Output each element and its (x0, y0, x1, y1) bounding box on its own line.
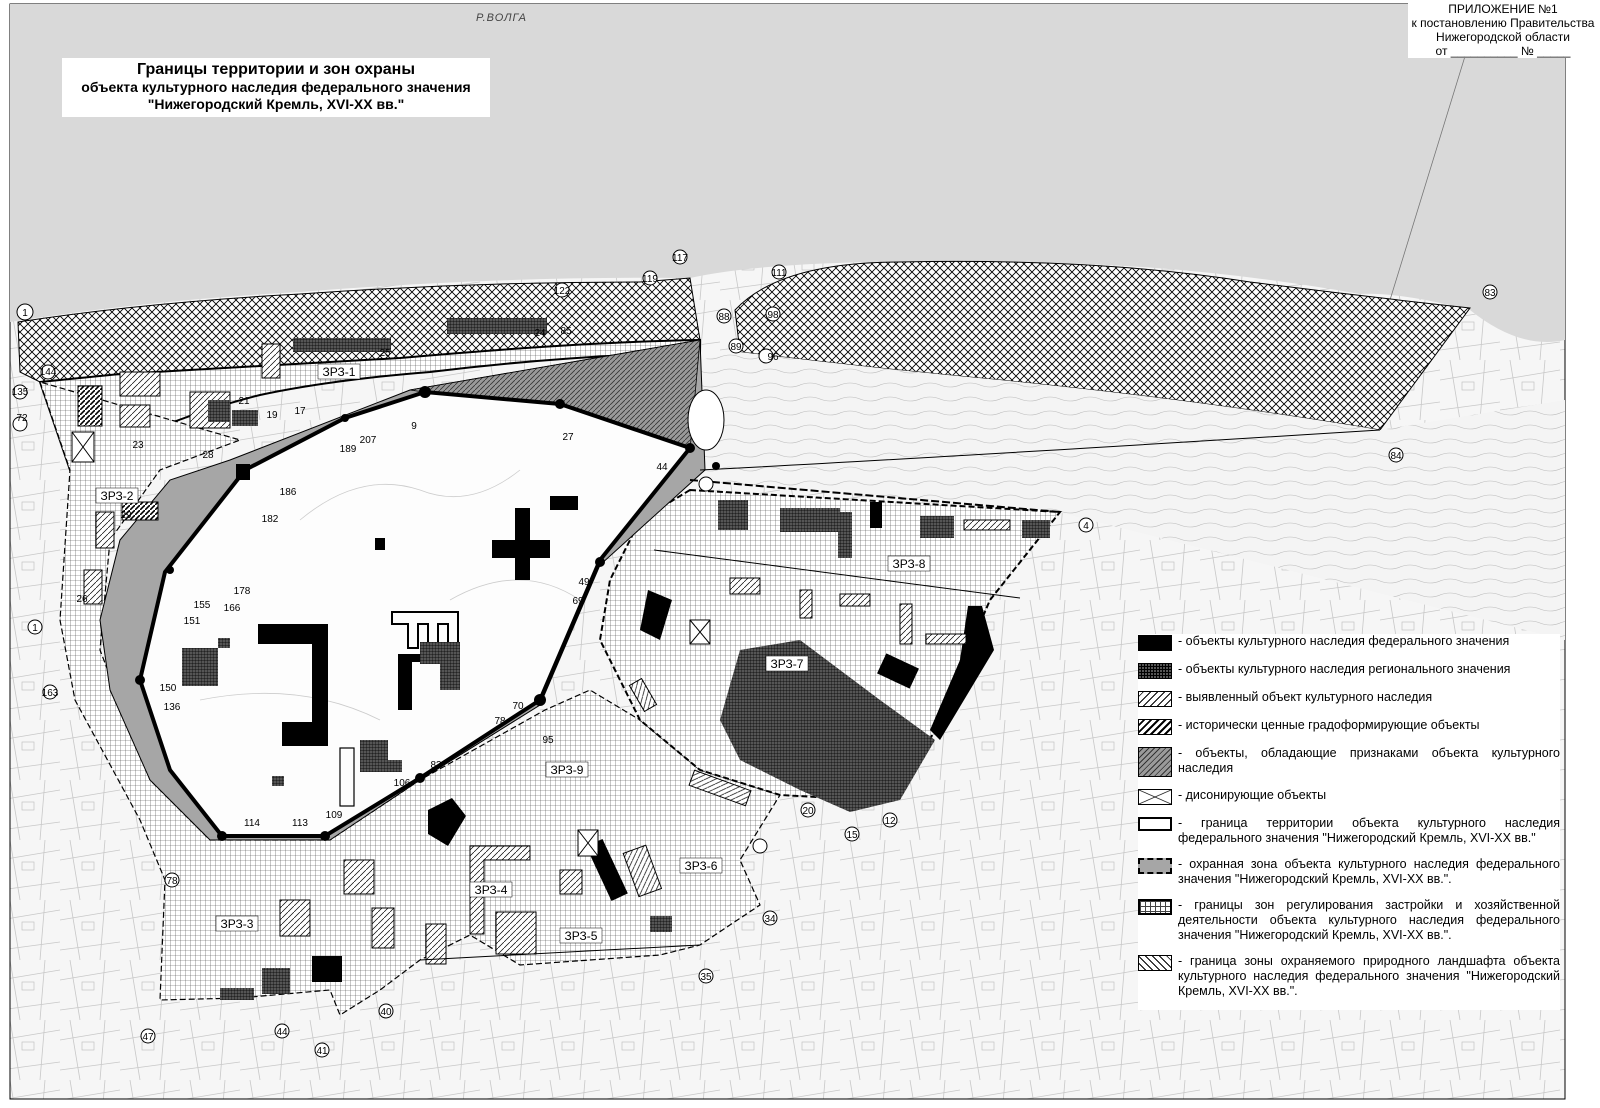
svg-text:83: 83 (1484, 288, 1496, 299)
map-title-line-3: "Нижегородский Кремль, XVI-XX вв." (147, 96, 405, 112)
legend-text: - дисонирующие объекты (1178, 788, 1327, 802)
zone-label-zrz-1: ЗРЗ-1 (322, 365, 356, 379)
legend-text: - охранная зона объекта культурного наследия федерального значения "Нижегородский Кремль, XVI-XX вв.". (1178, 857, 1560, 886)
svg-text:95: 95 (542, 735, 554, 746)
svg-text:150: 150 (159, 683, 177, 694)
legend-item-regional (1138, 662, 1560, 679)
monument-dot (712, 462, 720, 470)
annex-line-1: ПРИЛОЖЕНИЕ №1 (1448, 2, 1558, 16)
svg-text:135: 135 (11, 387, 29, 398)
svg-text:84: 84 (1390, 451, 1402, 462)
svg-text:9: 9 (411, 421, 417, 432)
zone-label-zrz-8: ЗРЗ-8 (892, 557, 926, 571)
svg-text:151: 151 (183, 616, 201, 627)
svg-text:189: 189 (339, 444, 357, 455)
svg-text:111: 111 (771, 268, 787, 279)
building-8 (375, 538, 385, 550)
map-title-line-2: объекта культурного наследия федерального значения (81, 79, 471, 95)
svg-text:186: 186 (279, 487, 297, 498)
zone-label-zrz-9: ЗРЗ-9 (550, 763, 584, 777)
building-10 (182, 648, 218, 686)
svg-text:78: 78 (494, 716, 506, 727)
svg-text:41: 41 (316, 1046, 328, 1057)
building-6 (550, 496, 578, 510)
svg-text:28: 28 (202, 450, 214, 461)
swatch-federal (1138, 635, 1172, 651)
building-11 (218, 638, 230, 648)
svg-text:24: 24 (534, 328, 546, 339)
legend-item-historic (1138, 718, 1560, 735)
legend-text: - выявленный объект культурного наследия (1178, 690, 1433, 704)
svg-text:182: 182 (261, 514, 279, 525)
svg-text:106: 106 (393, 778, 411, 789)
svg-text:136: 136 (163, 702, 181, 713)
svg-text:155: 155 (193, 600, 211, 611)
svg-text:117: 117 (672, 253, 688, 264)
legend-text: - граница территории объекта культурного наследия федерального значения "Нижегородский Кремль, XVI-XX вв." (1178, 816, 1560, 845)
legend-text: - объекты культурного наследия регионального значения (1178, 662, 1511, 676)
legend-item-territory (1138, 816, 1560, 846)
map-title-line-1: Границы территории и зон охраны (137, 61, 415, 78)
svg-text:72: 72 (16, 413, 28, 424)
svg-text:98: 98 (767, 310, 779, 321)
chkalov-stairs (688, 390, 724, 450)
swatch-identified (1138, 691, 1172, 707)
svg-text:15: 15 (846, 830, 858, 841)
annex-header (1408, 2, 1598, 58)
legend-text: - объекты культурного наследия федерального значения (1178, 634, 1510, 648)
svg-text:109: 109 (325, 810, 343, 821)
map-legend (1138, 634, 1560, 1010)
svg-text:19: 19 (266, 410, 278, 421)
river-label: Р.ВОЛГА (476, 12, 527, 24)
svg-text:23: 23 (132, 440, 144, 451)
svg-text:29: 29 (120, 510, 132, 521)
svg-text:89: 89 (730, 342, 742, 353)
svg-text:163: 163 (41, 688, 59, 699)
zone-label-zrz-6: ЗРЗ-6 (684, 859, 718, 873)
svg-text:47: 47 (142, 1032, 154, 1043)
svg-text:26: 26 (76, 594, 88, 605)
legend-item-dissonant (1138, 788, 1560, 805)
svg-text:4: 4 (1083, 521, 1089, 532)
legend-text: - объекты, обладающие признаками объекта культурного наследия (1178, 746, 1560, 775)
legend-item-regulation (1138, 898, 1560, 943)
legend-item-federal (1138, 634, 1560, 651)
svg-text:12: 12 (884, 816, 896, 827)
svg-text:1: 1 (22, 308, 28, 319)
zone-label-zrz-3: ЗРЗ-3 (220, 917, 254, 931)
svg-text:44: 44 (656, 462, 668, 473)
swatch-protection (1138, 858, 1172, 874)
svg-text:122: 122 (553, 286, 571, 297)
building-14 (272, 776, 284, 786)
svg-text:113: 113 (292, 818, 308, 829)
annex-line-3: Нижегородской области (1436, 30, 1570, 44)
svg-text:17: 17 (294, 406, 306, 417)
swatch-historic (1138, 719, 1172, 735)
svg-text:166: 166 (223, 603, 241, 614)
swatch-features (1138, 747, 1172, 777)
legend-item-protection (1138, 857, 1560, 887)
svg-text:178: 178 (233, 586, 251, 597)
svg-text:35: 35 (700, 972, 712, 983)
svg-text:70: 70 (512, 701, 524, 712)
annex-line-2: к постановлению Правительства (1411, 16, 1595, 30)
svg-text:34: 34 (764, 914, 776, 925)
legend-item-landscape (1138, 954, 1560, 999)
svg-text:40: 40 (380, 1007, 392, 1018)
svg-text:85: 85 (560, 326, 572, 337)
svg-text:78: 78 (166, 876, 178, 887)
zone-label-zrz-4: ЗРЗ-4 (474, 883, 508, 897)
svg-text:96: 96 (767, 352, 779, 363)
legend-text: - исторически ценные градоформирующие объекты (1178, 718, 1480, 732)
legend-text: - граница зоны охраняемого природного ландшафта объекта культурного наследия федерального значения "Нижегородский Кремль, XVI-XX вв.". (1178, 954, 1560, 998)
svg-text:25: 25 (379, 348, 391, 359)
annex-line-4: от __________ № _____ (1435, 44, 1571, 58)
svg-text:83: 83 (430, 760, 442, 771)
legend-item-identified (1138, 690, 1560, 707)
legend-item-features (1138, 746, 1560, 777)
swatch-dissonant (1138, 789, 1172, 805)
svg-text:207: 207 (359, 435, 377, 446)
svg-text:44: 44 (276, 1027, 288, 1038)
svg-text:69: 69 (572, 596, 584, 607)
zone-label-zrz-5: ЗРЗ-5 (564, 929, 598, 943)
swatch-territory (1138, 817, 1172, 831)
svg-text:20: 20 (802, 806, 814, 817)
svg-text:119: 119 (642, 274, 658, 285)
svg-text:88: 88 (718, 312, 730, 323)
svg-text:1: 1 (32, 623, 38, 634)
swatch-regional (1138, 663, 1172, 679)
svg-text:144: 144 (39, 367, 57, 378)
svg-text:21: 21 (238, 396, 250, 407)
svg-text:49: 49 (578, 577, 590, 588)
svg-text:27: 27 (562, 432, 574, 443)
zone-label-zrz-7: ЗРЗ-7 (770, 657, 804, 671)
zone-label-zrz-2: ЗРЗ-2 (100, 489, 134, 503)
svg-text:114: 114 (244, 818, 260, 829)
map-title (62, 58, 490, 117)
swatch-regulation (1138, 899, 1172, 915)
swatch-landscape (1138, 955, 1172, 971)
legend-text: - границы зон регулирования застройки и хозяйственной деятельности объекта культурного наследия федерального значения "Нижегородский Кремль, XVI-XX вв.". (1178, 898, 1560, 942)
